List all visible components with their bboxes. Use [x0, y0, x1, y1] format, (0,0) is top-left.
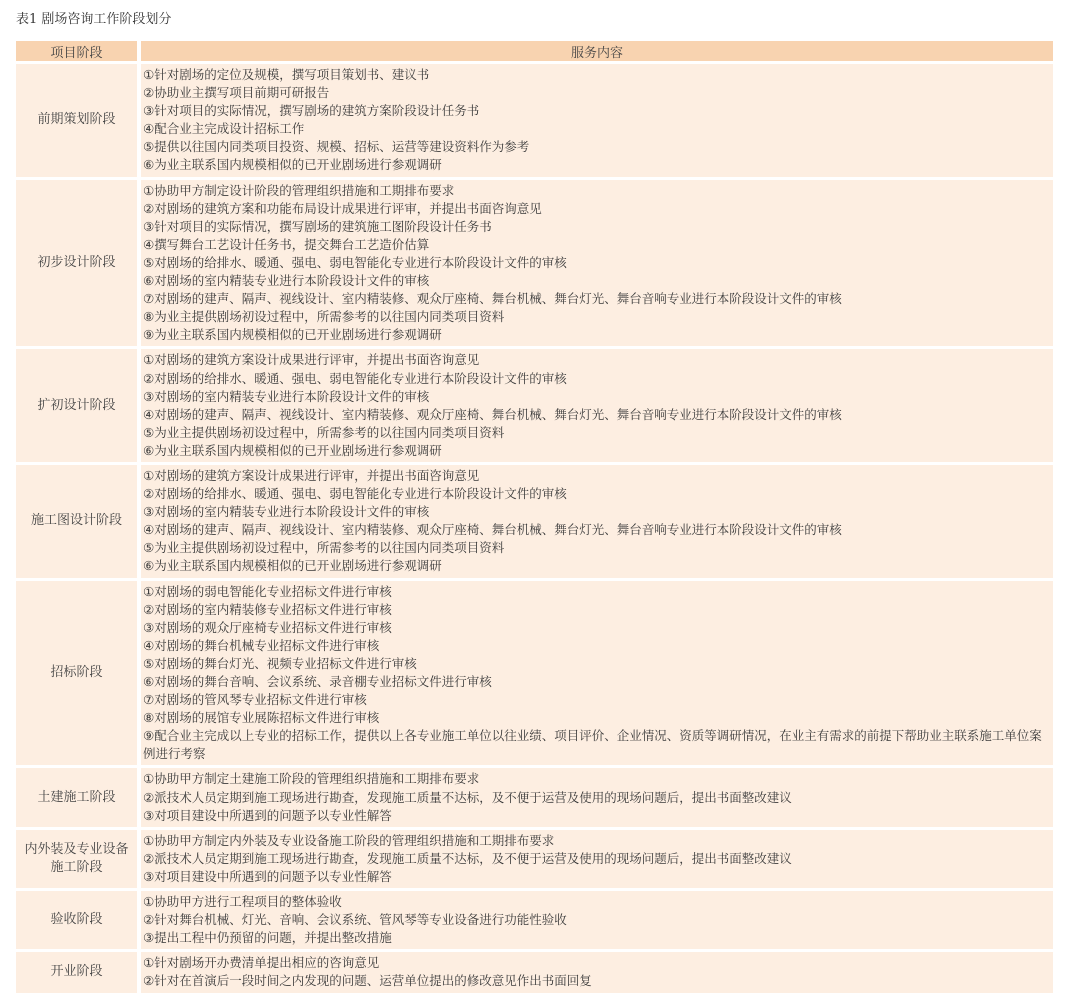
service-item: ④对剧场的舞台机械专业招标文件进行审核 [143, 637, 380, 653]
table-row [16, 349, 1053, 462]
service-item: ⑧对剧场的展馆专业展陈招标文件进行审核 [143, 710, 380, 726]
service-item: ⑧为业主提供剧场初设过程中，所需参考的以往国内同类项目资料 [143, 309, 505, 325]
content-cell [141, 349, 1053, 462]
service-item: ②对剧场的室内精装修专业招标文件进行审核 [143, 601, 392, 617]
content-cell [141, 952, 1053, 992]
service-item: ②对剧场的给排水、暖通、强电、弱电智能化专业进行本阶段设计文件的审核 [143, 370, 567, 386]
content-cell [141, 465, 1053, 578]
service-item: ④对剧场的建声、隔声、视线设计、室内精装修、观众厅座椅、舞台机械、舞台灯光、舞台音响专业进行本阶段设计文件的审核 [143, 406, 842, 422]
service-item: ①对剧场的建筑方案设计成果进行评审，并提出书面咨询意见 [143, 467, 480, 483]
service-item: ③对项目建设中所遇到的问题予以专业性解答 [143, 807, 392, 823]
content-cell [141, 581, 1053, 766]
stage-table [16, 38, 1053, 996]
service-item: ⑥为业主联系国内规模相似的已开业剧场进行参观调研 [143, 442, 442, 458]
stage-cell: 开业阶段 [16, 952, 137, 992]
service-item: ①针对剧场的定位及规模，撰写项目策划书、建议书 [143, 67, 430, 82]
table-row [16, 768, 1053, 826]
service-item: ①协助甲方制定土建施工阶段的管理组织措施和工期排布要求 [143, 771, 480, 787]
table-row [16, 180, 1053, 347]
service-item: ①协助甲方制定内外装及专业设备施工阶段的管理组织措施和工期排布要求 [143, 832, 555, 848]
service-item: ⑤提供以往国内同类项目投资、规模、招标、运营等建设资料作为参考 [143, 139, 530, 155]
service-item: ⑥对剧场的舞台音响、会议系统、录音棚专业招标文件进行审核 [143, 674, 492, 689]
header-row [16, 41, 1053, 61]
table-body [16, 64, 1053, 993]
service-item: ③对剧场的室内精装专业进行本阶段设计文件的审核 [143, 388, 430, 404]
content-cell [141, 64, 1053, 177]
service-item: ④对剧场的建声、隔声、视线设计、室内精装修、观众厅座椅、舞台机械、舞台灯光、舞台音响专业进行本阶段设计文件的审核 [143, 522, 842, 538]
service-item: ①对剧场的弱电智能化专业招标文件进行审核 [143, 583, 392, 599]
service-item: ②针对在首演后一段时间之内发现的问题、运营单位提出的修改意见作出书面回复 [143, 973, 592, 989]
service-item: ⑨配合业主完成以上专业的招标工作，提供以上各专业施工单位以往业绩、项目评价、企业情况、资质等调研情况，在业主有需求的前提下帮助业主联系施工单位案例进行考察 [143, 728, 1042, 762]
stage-cell: 内外装及专业设备施工阶段 [16, 830, 137, 888]
service-item: ①协助甲方制定设计阶段的管理组织措施和工期排布要求 [143, 182, 455, 198]
stage-cell: 前期策划阶段 [16, 64, 137, 177]
service-item: ④撰写舞台工艺设计任务书，提交舞台工艺造价估算 [143, 236, 430, 252]
service-item: ②对剧场的建筑方案和功能布局设计成果进行评审，并提出书面咨询意见 [143, 200, 542, 216]
table-row [16, 891, 1053, 949]
stage-cell: 扩初设计阶段 [16, 349, 137, 462]
service-item: ①协助甲方进行工程项目的整体验收 [143, 894, 342, 910]
service-item: ③对剧场的观众厅座椅专业招标文件进行审核 [143, 619, 392, 635]
content-cell [141, 768, 1053, 826]
service-item: ⑤为业主提供剧场初设过程中，所需参考的以往国内同类项目资料 [143, 540, 505, 556]
service-item: ⑦对剧场的管风琴专业招标文件进行审核 [143, 692, 367, 708]
stage-cell: 初步设计阶段 [16, 180, 137, 347]
service-item: ⑤对剧场的给排水、暖通、强电、弱电智能化专业进行本阶段设计文件的审核 [143, 254, 567, 270]
header-stage: 项目阶段 [16, 41, 137, 61]
content-cell [141, 180, 1053, 347]
service-item: ③针对项目的实际情况，撰写剧场的建筑方案阶段设计任务书 [143, 103, 480, 119]
service-item: ②派技术人员定期到施工现场进行勘查，发现施工质量不达标，及不便于运营及使用的现场问题后，提出书面整改建议 [143, 789, 792, 805]
service-item: ③针对项目的实际情况，撰写剧场的建筑施工图阶段设计任务书 [143, 218, 492, 234]
service-item: ⑥为业主联系国内规模相似的已开业剧场进行参观调研 [143, 558, 442, 574]
service-item: ②对剧场的给排水、暖通、强电、弱电智能化专业进行本阶段设计文件的审核 [143, 486, 567, 502]
stage-cell: 土建施工阶段 [16, 768, 137, 826]
stage-cell: 招标阶段 [16, 581, 137, 766]
stage-cell: 施工图设计阶段 [16, 465, 137, 578]
service-item: ①对剧场的建筑方案设计成果进行评审，并提出书面咨询意见 [143, 352, 480, 368]
table-caption: 表1 剧场咨询工作阶段划分 [16, 12, 172, 27]
content-cell [141, 891, 1053, 949]
service-item: ②针对舞台机械、灯光、音响、会议系统、管风琴等专业设备进行功能性验收 [143, 912, 567, 928]
service-item: ②协助业主撰写项目前期可研报告 [143, 85, 330, 101]
service-item: ⑦对剧场的建声、隔声、视线设计、室内精装修、观众厅座椅、舞台机械、舞台灯光、舞台音响专业进行本阶段设计文件的审核 [143, 291, 842, 307]
service-item: ⑤对剧场的舞台灯光、视频专业招标文件进行审核 [143, 655, 417, 671]
stage-cell: 验收阶段 [16, 891, 137, 949]
service-item: ⑥对剧场的室内精装专业进行本阶段设计文件的审核 [143, 273, 430, 289]
table-row [16, 64, 1053, 177]
service-item: ③对项目建设中所遇到的问题予以专业性解答 [143, 868, 392, 884]
content-cell [141, 830, 1053, 888]
service-item: ⑤为业主提供剧场初设过程中，所需参考的以往国内同类项目资料 [143, 424, 505, 440]
service-item: ④配合业主完成设计招标工作 [143, 121, 305, 137]
service-item: ②派技术人员定期到施工现场进行勘查，发现施工质量不达标，及不便于运营及使用的现场问题后，提出书面整改建议 [143, 850, 792, 866]
table-row [16, 952, 1053, 992]
service-item: ③提出工程中仍预留的问题，并提出整改措施 [143, 930, 392, 946]
header-content: 服务内容 [141, 41, 1053, 61]
service-item: ⑥为业主联系国内规模相似的已开业剧场进行参观调研 [143, 157, 442, 173]
table-row [16, 581, 1053, 766]
service-item: ③对剧场的室内精装专业进行本阶段设计文件的审核 [143, 504, 430, 520]
table-row [16, 465, 1053, 578]
table-row [16, 830, 1053, 888]
service-item: ①针对剧场开办费清单提出相应的咨询意见 [143, 955, 380, 971]
service-item: ⑨为业主联系国内规模相似的已开业剧场进行参观调研 [143, 327, 442, 343]
